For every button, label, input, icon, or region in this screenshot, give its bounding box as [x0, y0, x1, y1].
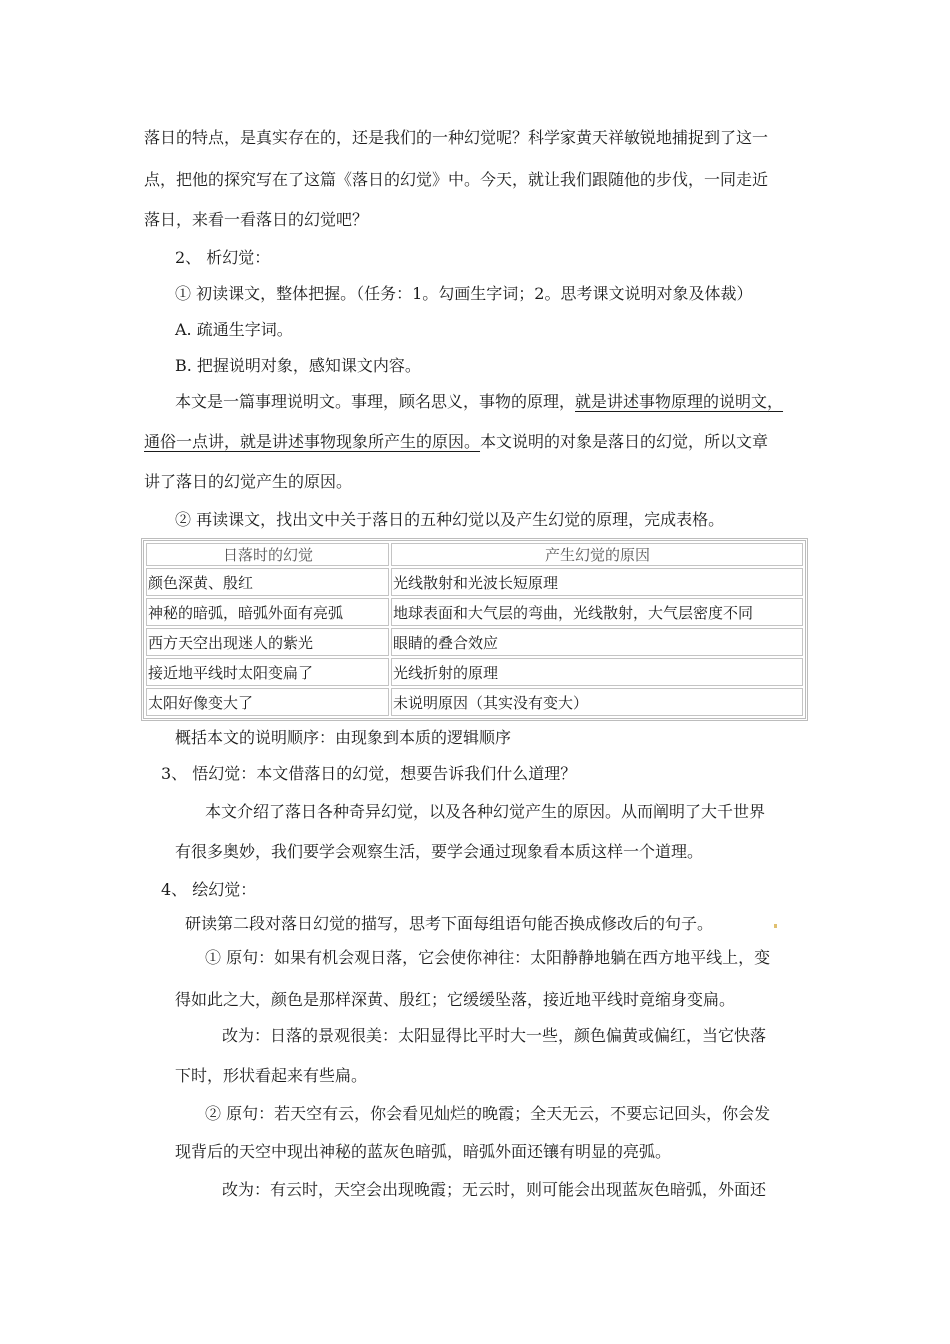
table-cell: 西方天空出现迷人的紫光	[146, 628, 389, 656]
sub-item: A. 疏通生字词。	[175, 320, 293, 339]
summary-line: 概括本文的说明顺序：由现象到本质的逻辑顺序	[175, 728, 512, 747]
original-sentence: ② 原句：若天空有云，你会看见灿烂的晚霞；全天无云，不要忘记回头，你会发	[205, 1104, 771, 1123]
paragraph-line	[175, 392, 783, 412]
paragraph-line: 有很多奥妙，我们要学会观察生活，要学会通过现象看本质这样一个道理。	[175, 842, 704, 861]
table-cell: 眼睛的叠合效应	[391, 628, 803, 656]
table-cell: 光线折射的原理	[391, 658, 803, 686]
paragraph-line: 落日的特点，是真实存在的，还是我们的一种幻觉呢？科学家黄天祥敏锐地捕捉到了这一	[144, 128, 769, 147]
original-sentence: 得如此之大，颜色是那样深黄、殷红；它缓缓坠落，接近地平线时竟缩身变扁。	[175, 990, 736, 1009]
section-heading: 2、 析幻觉：	[175, 248, 271, 267]
table-cell: 接近地平线时太阳变扁了	[146, 658, 389, 686]
table-row	[146, 598, 803, 626]
paragraph-line: 点，把他的探究写在了这篇《落日的幻觉》中。今天，就让我们跟随他的步伐，一同走近	[144, 170, 769, 189]
table-cell: 光线散射和光波长短原理	[391, 568, 803, 596]
underlined-text: 通俗一点讲，就是讲述事物现象所产生的原因。	[144, 432, 481, 451]
paragraph-line: 本文介绍了落日各种奇异幻觉，以及各种幻觉产生的原因。从而阐明了大千世界	[205, 802, 766, 821]
underlined-text: 就是讲述事物原理的说明文，	[575, 392, 784, 411]
illusion-table	[141, 538, 808, 721]
table-cell: 颜色深黄、殷红	[146, 568, 389, 596]
text-run: 本文说明的对象是落日的幻觉，所以文章	[480, 432, 769, 451]
section-heading: 3、 悟幻觉：本文借落日的幻觉，想要告诉我们什么道理？	[161, 764, 577, 783]
table-cell: 太阳好像变大了	[146, 688, 389, 716]
mark-dot	[774, 924, 777, 928]
table-header-row	[146, 543, 803, 566]
header-illusion: 日落时的幻觉	[146, 543, 389, 566]
task-item: ② 再读课文，找出文中关于落日的五种幻觉以及产生幻觉的原理，完成表格。	[175, 510, 725, 529]
sub-item: B. 把握说明对象，感知课文内容。	[175, 356, 421, 375]
table-cell: 神秘的暗弧，暗弧外面有亮弧	[146, 598, 389, 626]
original-sentence: ① 原句：如果有机会观日落，它会使你神往：太阳静静地躺在西方地平线上，变	[205, 948, 771, 967]
task-item: ① 初读课文，整体把握。（任务：1。勾画生字词；2。思考课文说明对象及体裁）	[175, 284, 753, 303]
table-row	[146, 688, 803, 716]
revised-sentence: 下时，形状看起来有些扁。	[175, 1066, 368, 1085]
header-cause: 产生幻觉的原因	[391, 543, 803, 566]
revised-sentence: 改为：日落的景观很美：太阳显得比平时大一些，颜色偏黄或偏红，当它快落	[222, 1026, 767, 1045]
illusion-table-grid	[144, 541, 805, 718]
table-cell: 地球表面和大气层的弯曲，光线散射，大气层密度不同	[391, 598, 803, 626]
section-heading: 4、 绘幻觉：	[161, 880, 257, 899]
revised-sentence: 改为：有云时，天空会出现晚霞；无云时，则可能会出现蓝灰色暗弧，外面还	[222, 1180, 767, 1199]
table-row	[146, 658, 803, 686]
table-row	[146, 568, 803, 596]
paragraph-line: 落日，来看一看落日的幻觉吧？	[144, 210, 369, 229]
table-cell: 未说明原因（其实没有变大）	[391, 688, 803, 716]
paragraph-line: 讲了落日的幻觉产生的原因。	[144, 472, 353, 491]
table-row	[146, 628, 803, 656]
original-sentence: 现背后的天空中现出神秘的蓝灰色暗弧，暗弧外面还镶有明显的亮弧。	[175, 1142, 672, 1161]
paragraph-line: 研读第二段对落日幻觉的描写，思考下面每组语句能否换成修改后的句子。	[185, 914, 714, 933]
text-run: 本文是一篇事理说明文。事理，顾名思义，事物的原理，	[175, 392, 576, 411]
paragraph-line	[144, 432, 768, 452]
